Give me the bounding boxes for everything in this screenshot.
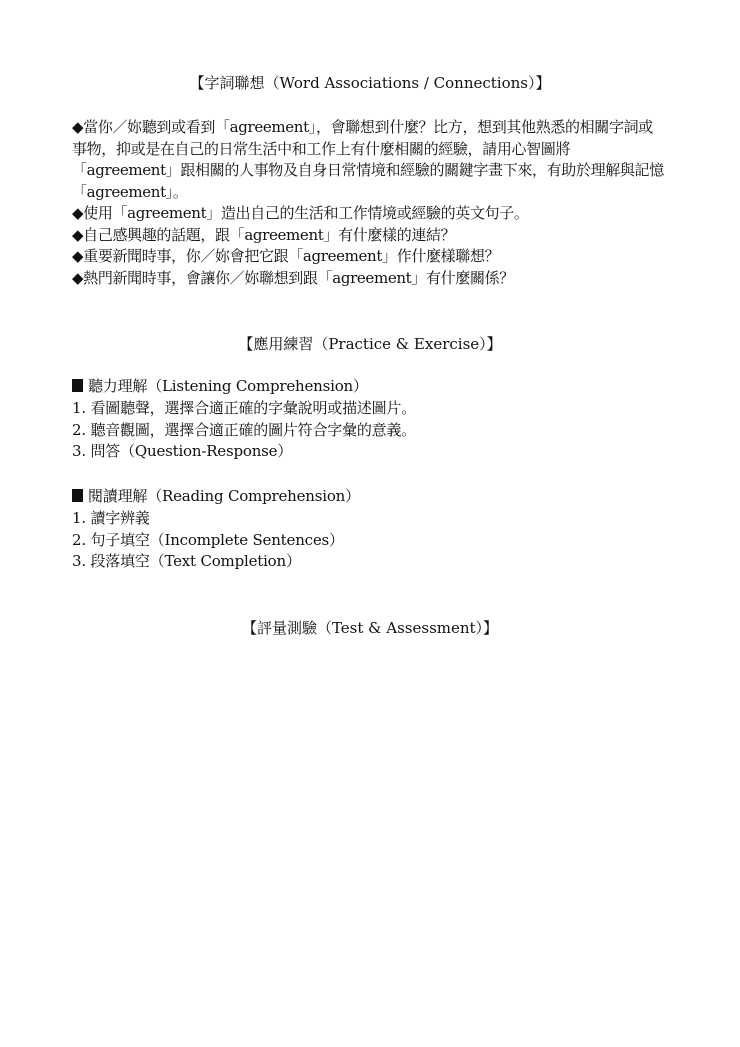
association-line: ◆使用「agreement」造出自己的生活和工作情境或經驗的英文句子。 — [72, 204, 529, 222]
association-line: 事物，抑或是在自己的日常生活中和工作上有什麼相關的經驗，請用心智圖將 — [72, 139, 571, 158]
association-line: ◆熱門新聞時事，會讓你／妳聯想到跟「agreement」有什麼關係？ — [72, 268, 514, 287]
listening-item: 1. 看圖聽聲，選擇合適正確的字彙說明或描述圖片。 — [72, 398, 417, 417]
test-heading: 【評量測驗（Test & Assessment）】 — [241, 619, 499, 637]
association-line: 「agreement」。 — [72, 182, 188, 201]
association-line: 「agreement」跟相關的人事物及自身日常情境和經驗的關鍵字畫下來，有助於理解與記憶 — [72, 161, 664, 179]
listening-item: 2. 聽音觀圖，選擇合適正確的圖片符合字彙的意義。 — [72, 420, 417, 439]
association-line: ◆重要新聞時事，你／妳會把它跟「agreement」作什麼樣聯想？ — [72, 247, 500, 265]
black-square-icon — [72, 379, 83, 392]
listening-item: 3. 問答（Question-Response） — [72, 442, 293, 461]
reading-header-label: 閱讀理解（Reading Comprehension） — [88, 487, 360, 505]
practice-heading: 【應用練習（Practice & Exercise）】 — [238, 335, 502, 353]
association-line: ◆自己感興趣的話題，跟「agreement」有什麼樣的連結？ — [72, 225, 456, 244]
word-associations-heading: 【字詞聯想（Word Associations / Connections）】 — [189, 74, 551, 92]
black-square-icon — [72, 489, 83, 502]
reading-item: 2. 句子填空（Incomplete Sentences） — [72, 530, 344, 549]
reading-item: 3. 段落填空（Text Completion） — [72, 552, 301, 571]
reading-section — [72, 486, 672, 573]
association-line: ◆當你／妳聽到或看到「agreement」，會聯想到什麼？比方，想到其他熟悉的相關字詞或 — [72, 118, 653, 136]
listening-header — [72, 376, 672, 398]
reading-item: 1. 讀字辨義 — [72, 508, 150, 527]
word-associations-body — [72, 117, 672, 289]
reading-header — [72, 486, 672, 508]
listening-header-label: 聽力理解（Listening Comprehension） — [88, 377, 368, 395]
listening-section — [72, 376, 672, 463]
